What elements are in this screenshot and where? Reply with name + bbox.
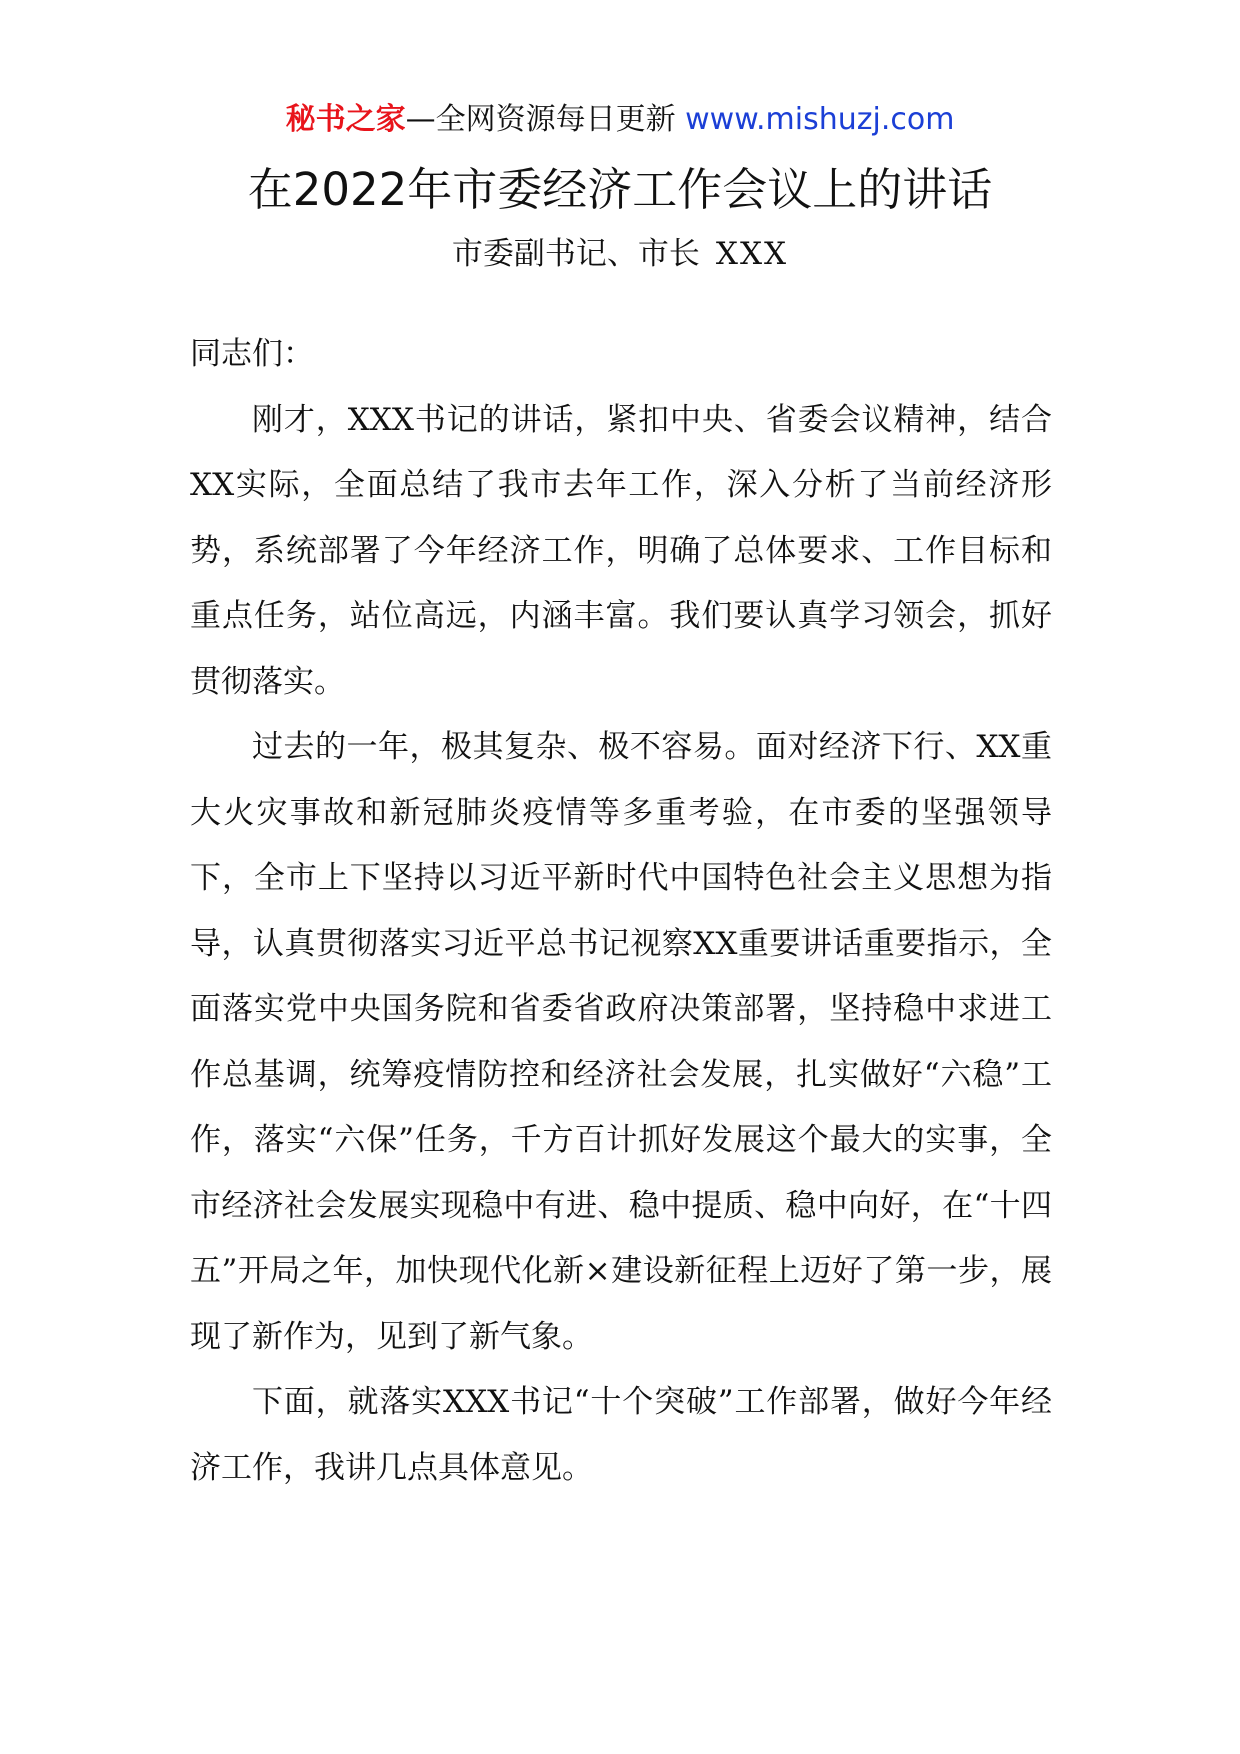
site-url[interactable]: www.mishuzj.com (685, 102, 955, 137)
author-line (0, 230, 1240, 278)
document-body (190, 322, 1052, 1501)
author-name: XXX (715, 236, 789, 272)
paragraph-3: 下面，就落实XXX书记“十个突破”工作部署，做好今年经济工作，我讲几点具体意见。 (190, 1384, 1052, 1486)
salutation: 同志们： (190, 336, 314, 372)
brand-name: 秘书之家 (285, 102, 406, 137)
paragraph-2: 过去的一年，极其复杂、极不容易。面对经济下行、XX重大火灾事故和新冠肺炎疫情等多重考验，在市委的坚强领导下，全市上下坚持以习近平新时代中国特色社会主义思想为指导，认真贯彻落实习近平总书记视察XX重要讲话重要指示，全面落实党中央国务院和省委省政府决策部署，坚持稳中求进工作总基调，统筹疫情防控和经济社会发展，扎实做好“六稳”工作，落实“六保”任务，千方百计抓好发展这个最大的实事，全市经济社会发展实现稳中有进、稳中提质、稳中向好，在“十四五”开局之年，加快现代化新×建设新征程上迈好了第一步，展现了新作为，见到了新气象。 (190, 729, 1052, 1355)
brand-slogan: —全网资源每日更新 (405, 102, 676, 137)
site-banner (0, 100, 1240, 140)
paragraph-1: 刚才，XXX书记的讲话，紧扣中央、省委会议精神，结合XX实际，全面总结了我市去年工作，深入分析了当前经济形势，系统部署了今年经济工作，明确了总体要求、工作目标和重点任务，站位高远，内涵丰富。我们要认真学习领会，抓好贯彻落实。 (190, 401, 1052, 700)
document-title: 在2022年市委经济工作会议上的讲话 (247, 163, 993, 216)
author-role: 市委副书记、市长 (451, 236, 700, 272)
